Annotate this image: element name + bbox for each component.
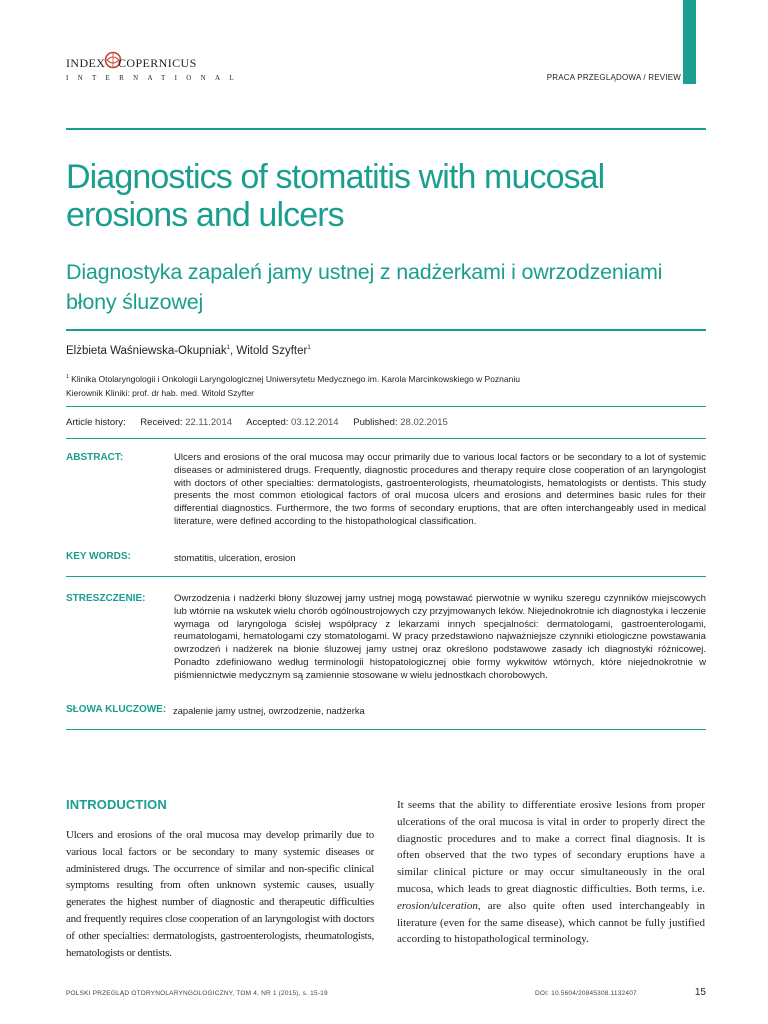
- footer-journal: POLSKI PRZEGLĄD OTORYNOLARYNGOLOGICZNY, TOM 4, NR 1 (2015), s. 15-19: [66, 990, 328, 997]
- divider-streszczenie: [66, 729, 706, 730]
- abstract-text: Ulcers and erosions of the oral mucosa may occur primarily due to various local factors or be secondary to a lot of systemic diseases or administered drugs. Frequently, diagnostic procedures and therapy require close cooperation of an laryngologist with doctors of other specialties: dermatologists, gastroenterologists, rheumatologists, hematologists or dentists. This study presents the most common etiological factors of oral mucosa ulcers and erosions and determines basic rules for their differential diagnostics. Furthermore, the two forms of secondary eruptions, that are often interchangeably used in medical literature, were defined according to the histopathological classification.: [174, 452, 706, 527]
- divider-abstract: [66, 576, 706, 577]
- italic-term: erosion/ulceration: [397, 899, 478, 912]
- author-2: Witold Szyfter: [236, 345, 308, 357]
- logo-word-index: INDEX: [66, 56, 106, 70]
- received-date: 22.11.2014: [185, 417, 233, 428]
- author-1: Elżbieta Waśniewska-Okupniak: [66, 345, 227, 357]
- affiliation-line-2: Kierownik Kliniki: prof. dr hab. med. Witold Szyfter: [66, 387, 255, 398]
- authors: [66, 345, 311, 357]
- received-label: Received:: [140, 417, 183, 428]
- history-label: Article history:: [66, 417, 126, 428]
- article-history: [66, 417, 460, 428]
- page-subtitle: Diagnostyka zapaleń jamy ustnej z nadżerkami i owrzodzeniami błony śluzowej: [66, 260, 663, 314]
- divider-history-top: [66, 406, 706, 407]
- page-number: 15: [694, 987, 706, 998]
- introduction-right-paragraph: It seems that the ability to differentiate erosive lesions from proper ulcerations of the oral mucosa is vital in order to properly direct the diagnostic procedures and to make a correct final diagnosis. It is often observed that the two types of secondary eruptions have a similar clinical picture or may occur simultaneously in the oral mucosa, which leads to great diagnostic difficulties. Both terms, i.e. erosion/ulceration, are also quite often used interchangeably in literature (even for the same disease), which cannot be fully justified according to histopathological terminology.: [397, 799, 705, 946]
- abstract-label: ABSTRACT:: [66, 452, 124, 463]
- author-separator: ,: [229, 345, 237, 357]
- slowa-kluczowe-label: SŁOWA KLUCZOWE:: [66, 704, 167, 715]
- page-title: Diagnostics of stomatitis with mucosal erosions and ulcers: [66, 158, 605, 234]
- accepted-label: Accepted:: [246, 417, 289, 428]
- author-2-mark: 1: [307, 345, 311, 352]
- affiliation: [66, 370, 686, 400]
- streszczenie-label: STRESZCZENIE:: [66, 593, 146, 604]
- affiliation-mark: 1: [66, 374, 69, 380]
- divider-history-bottom: [66, 438, 706, 439]
- introduction-left-paragraph: Ulcers and erosions of the oral mucosa may develop primarily due to various local factors or be secondary to many systemic diseases or administered drugs. The occurrence of similar and non-specific clinical symptoms resulting from often unknown systemic causes, usually generates the highest number of diagnostic and therapeutic difficulties and frequently requires close cooperation of an laryngologist with doctors of other specialties: dermatologists, gastroenterologists, rheumatologists, hematologists or dentists.: [66, 829, 374, 959]
- index-copernicus-logo: [66, 48, 243, 88]
- slowa-kluczowe-text: zapalenie jamy ustnej, owrzodzenie, nadżerka: [173, 705, 365, 716]
- affiliation-line-1: $^1$ Klinika Otolaryngologii i Onkologii Laryngologicznej Uniwersytetu Medycznego im. Karola Marcinkowskiego w Poznaniu: [66, 373, 520, 384]
- divider-top: [66, 128, 706, 130]
- keywords-text: stomatitis, ulceration, erosion: [174, 552, 296, 563]
- accent-bar: [683, 0, 696, 84]
- section-label: PRACA PRZEGLĄDOWA / REVIEW: [546, 73, 681, 82]
- accepted-date: 03.12.2014: [291, 417, 339, 428]
- logo-word-copernicus: COPERNICUS: [118, 56, 197, 70]
- introduction-heading: INTRODUCTION: [66, 797, 167, 812]
- streszczenie-text: Owrzodzenia i nadżerki błony śluzowej jamy ustnej mogą powstawać pierwotnie w wyniku szeregu czynników miejscowych lub wtórnie na wskutek wielu chorób ogólnoustrojowych czy przyjmowanych leków. Niejednokrotnie ich diagnostyka i leczenie wymaga od laryngologa ścisłej współpracy z lekarzami innych specjalności: dermatologami, gastroenterologami, reumatologami, hematologami czy stomatologami. W pracy przedstawiono najważniejsze czynniki etiologiczne powstawania owrzodzeń i nadżerek na błonie śluzowej jamy ustnej oraz określono podstawowe zasady ich diagnostyki różnicowej. Ponadto zdefiniowano według terminologii histopatologicznej obie formy wykwitów wtórnych, które niejednokrotnie w piśmiennictwie medycznym są zamiennie stosowane w wielu jednostkach chorobowych.: [174, 593, 706, 681]
- footer-doi: DOI: 10.5604/20845308.1132407: [535, 990, 637, 997]
- divider-title: [66, 329, 706, 331]
- published-date: 28.02.2015: [400, 417, 448, 428]
- author-1-mark: 1: [226, 345, 230, 352]
- keywords-label: KEY WORDS:: [66, 551, 131, 562]
- published-label: Published:: [353, 417, 398, 428]
- logo-subline: INTERNATIONAL: [66, 74, 243, 82]
